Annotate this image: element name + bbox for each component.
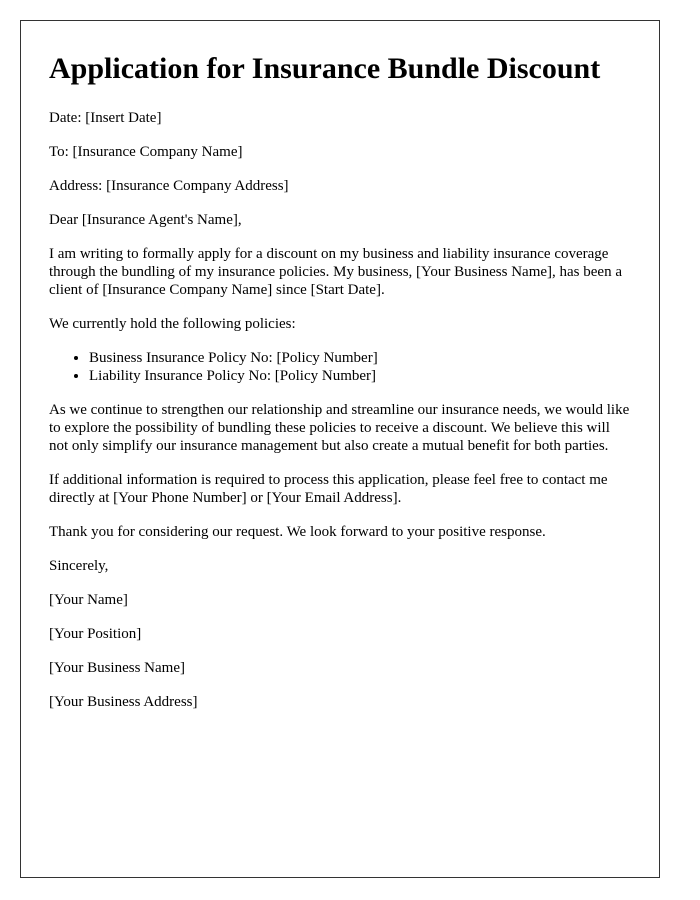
letter-page	[20, 20, 660, 878]
closing: Sincerely,	[49, 558, 109, 574]
intro-paragraph: I am writing to formally apply for a discount on my business and liability insurance coverage through the bundling of my insurance policies. My business, [Your Business Name], has been a client of [Insurance Company Name] since [Start Date].	[49, 246, 622, 298]
signature-position: [Your Position]	[49, 626, 142, 642]
signature-name: [Your Name]	[49, 592, 128, 608]
contact-paragraph: If additional information is required to process this application, please feel free to contact me directly at [Your Phone Number] or [Your Email Address].	[49, 472, 608, 506]
signature-business-address: [Your Business Address]	[49, 694, 198, 710]
body-paragraph: As we continue to strengthen our relationship and streamline our insurance needs, we would like to explore the possibility of bundling these policies to receive a discount. We believe this will not only simplify our insurance management but also create a mutual benefit for both parties.	[49, 402, 630, 454]
address-line: Address: [Insurance Company Address]	[49, 178, 289, 194]
signature-business-name: [Your Business Name]	[49, 660, 185, 676]
policy-item-business: • Business Insurance Policy No: [Policy Number]	[89, 349, 631, 367]
date-line: Date: [Insert Date]	[49, 110, 162, 126]
policy-list	[49, 349, 631, 385]
policies-intro: We currently hold the following policies:	[49, 316, 296, 332]
policy-item-liability: • Liability Insurance Policy No: [Policy Number]	[89, 367, 631, 385]
recipient-line: To: [Insurance Company Name]	[49, 144, 243, 160]
thanks-paragraph: Thank you for considering our request. We look forward to your positive response.	[49, 524, 546, 540]
salutation: Dear [Insurance Agent's Name],	[49, 212, 242, 228]
letter-title: Application for Insurance Bundle Discount	[49, 52, 601, 85]
